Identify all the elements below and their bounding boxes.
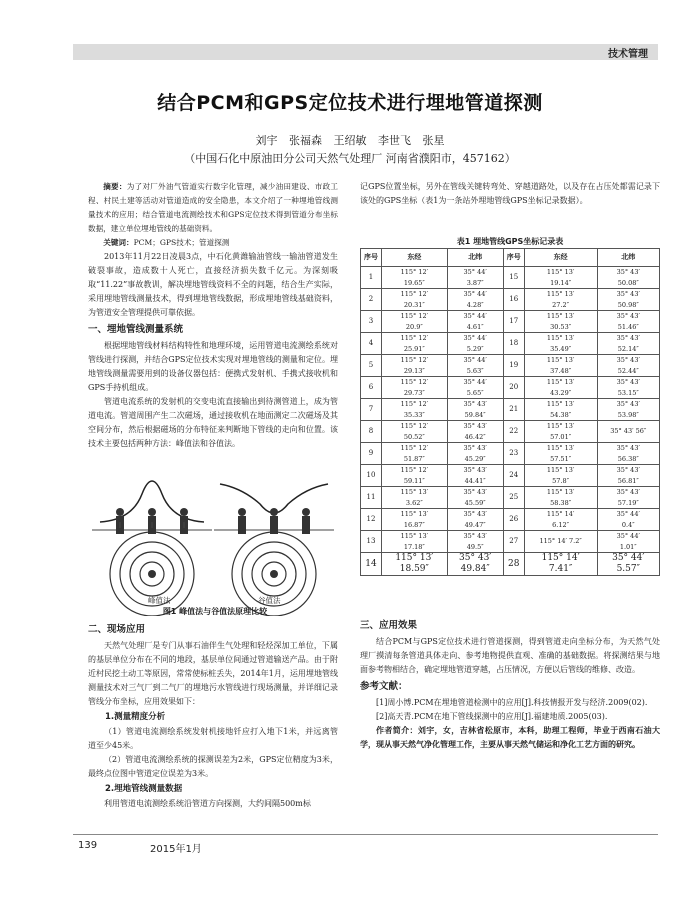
cell-value: 35° 44′ bbox=[463, 334, 487, 342]
table-cell bbox=[447, 421, 503, 443]
table-row bbox=[361, 465, 660, 487]
cell-value: 35° 43′ bbox=[616, 312, 640, 320]
cell-value: 56.81″ bbox=[617, 476, 639, 485]
cell-value: 57.01″ bbox=[550, 432, 572, 441]
cell-value: 25.91″ bbox=[403, 344, 425, 353]
table-cell bbox=[503, 443, 524, 465]
section-3-paragraph: 结合PCM与GPS定位技术进行管道探测，得到管道走向坐标分布，为天然气处理厂摸清每条管道具体走向、参考地物提供直观、准确的基础数据。将探测结果与地面参考物相结合，确定埋地管道穿越，占压情况，方便以后管线的维修、改造。 bbox=[360, 637, 660, 674]
table-cell bbox=[447, 443, 503, 465]
table-row bbox=[361, 355, 660, 377]
cell-value: 54.38″ bbox=[550, 410, 572, 419]
section-1-paragraph-1: 根据埋地管线材料结构特性和地理环境，运用管道电流测绘系统对管线进行探测，并结合GPS定位技术实现对埋地管线的测量和定位。埋地管线测量需要用到的设备仪器包括：便携式发射机、手携式接收机和GPS手持机组成。 bbox=[88, 341, 338, 392]
table-row bbox=[361, 531, 660, 553]
cell-value: 17.18″ bbox=[403, 542, 425, 551]
cell-value: 53.98″ bbox=[617, 410, 639, 419]
table-cell bbox=[524, 267, 597, 289]
table-row bbox=[361, 377, 660, 399]
table-row bbox=[361, 399, 660, 421]
table-cell bbox=[447, 531, 503, 553]
header-no-2: 序号 bbox=[503, 249, 524, 267]
right-intro-paragraph: 记GPS位置坐标，另外在管线关键转弯处、穿越道路处，以及存在占压处都需记录下该处的GPS坐标（表1为一条站外埋地管线GPS坐标记录数据）。 bbox=[360, 182, 660, 205]
cell-value: 16 bbox=[509, 295, 519, 304]
cell-value: 115° 13′ bbox=[400, 488, 429, 496]
cell-value: 35° 43′ bbox=[616, 290, 640, 298]
subsection-2-heading: 2.埋地管线测量数据 bbox=[105, 784, 183, 794]
table-cell bbox=[361, 267, 382, 289]
cell-value: 20.9″ bbox=[405, 322, 423, 331]
cell-value: 35° 43′ bbox=[463, 510, 487, 518]
table-cell bbox=[597, 487, 659, 509]
references-heading: 参考文献： bbox=[360, 681, 408, 692]
cell-value: 115° 12′ bbox=[400, 356, 429, 364]
cell-value: 16.87″ bbox=[403, 520, 425, 529]
table-cell bbox=[597, 289, 659, 311]
cell-value: 35° 43′ bbox=[616, 356, 640, 364]
abstract bbox=[88, 180, 338, 236]
cell-value: 10 bbox=[366, 471, 376, 480]
abstract-label: 摘要： bbox=[103, 182, 127, 191]
cell-value: 27 bbox=[509, 537, 519, 546]
table-cell bbox=[524, 509, 597, 531]
cell-value: 115° 13′ bbox=[400, 510, 429, 518]
right-column-bottom bbox=[360, 616, 660, 752]
cell-value: 115° 14′ bbox=[546, 510, 575, 518]
cell-value: 35° 43′ bbox=[463, 466, 487, 474]
cell-value: 50.08″ bbox=[617, 278, 639, 287]
table-cell bbox=[382, 289, 448, 311]
left-column-bottom bbox=[88, 620, 338, 811]
table-cell bbox=[597, 311, 659, 333]
cell-value: 35° 43′ 56″ bbox=[610, 427, 647, 436]
table-cell bbox=[503, 465, 524, 487]
right-column-top bbox=[360, 180, 660, 208]
table-cell bbox=[382, 421, 448, 443]
intro-paragraph: 2013年11月22日凌晨3点，中石化黄潍输油管线一输油管道发生破裂事故，造成数十人死亡，直接经济损失数千亿元。为深刻吸取“11.22”事故教训，解决埋地管线资料不全的问题，结合生产实际，采用埋地管线测量技术，得到埋地管线数据，形成埋地管线基础资料，为管道安全管理提供可靠依据。 bbox=[88, 252, 338, 317]
left-column-top bbox=[88, 180, 338, 451]
cell-value: 35° 43′ bbox=[616, 488, 640, 496]
table-row bbox=[361, 267, 660, 289]
table-cell bbox=[597, 421, 659, 443]
cell-value: 28 bbox=[507, 558, 520, 569]
cell-value: 5.65″ bbox=[466, 388, 484, 397]
table-cell bbox=[524, 289, 597, 311]
figure-label-valley: 谷值法 bbox=[258, 596, 281, 605]
cell-value: 35.49″ bbox=[550, 344, 572, 353]
table-cell bbox=[361, 531, 382, 553]
cell-value: 35° 43′ bbox=[463, 488, 487, 496]
table-cell bbox=[382, 465, 448, 487]
table-header-row bbox=[361, 249, 660, 267]
table-cell bbox=[597, 553, 659, 576]
table-cell bbox=[447, 509, 503, 531]
table-cell bbox=[447, 377, 503, 399]
page-number: 139 bbox=[78, 840, 98, 851]
cell-value: 19.14″ bbox=[550, 278, 572, 287]
keywords-label: 关键词： bbox=[103, 238, 134, 247]
cell-value: 27.2″ bbox=[552, 300, 570, 309]
cell-value: 115° 13′ bbox=[546, 488, 575, 496]
cell-value: 5.57″ bbox=[616, 564, 640, 574]
cell-value: 7 bbox=[368, 405, 374, 414]
cell-value: 49.84″ bbox=[460, 564, 490, 574]
table-cell bbox=[361, 487, 382, 509]
cell-value: 51.87″ bbox=[403, 454, 425, 463]
table-cell bbox=[382, 443, 448, 465]
cell-value: 35° 43′ bbox=[616, 466, 640, 474]
table-cell bbox=[524, 421, 597, 443]
cell-value: 115° 12′ bbox=[400, 290, 429, 298]
table-cell bbox=[361, 377, 382, 399]
table-cell bbox=[503, 399, 524, 421]
table-cell bbox=[597, 267, 659, 289]
table-cell bbox=[361, 399, 382, 421]
table-cell bbox=[524, 311, 597, 333]
table-row bbox=[361, 311, 660, 333]
cell-value: 35° 44′ bbox=[463, 312, 487, 320]
table-cell bbox=[447, 333, 503, 355]
table-cell bbox=[382, 487, 448, 509]
cell-value: 35° 44′ bbox=[463, 356, 487, 364]
table-cell bbox=[597, 509, 659, 531]
header-east-1: 东经 bbox=[382, 249, 448, 267]
table-cell bbox=[524, 553, 597, 576]
cell-value: 115° 12′ bbox=[400, 444, 429, 452]
author-bio-label: 作者简介： bbox=[376, 726, 418, 735]
cell-value: 115° 12′ bbox=[400, 312, 429, 320]
cell-value: 35° 44′ bbox=[612, 553, 645, 563]
figure-label-peak: 峰值法 bbox=[148, 596, 171, 605]
table-cell bbox=[447, 267, 503, 289]
table-cell bbox=[597, 333, 659, 355]
table-cell bbox=[524, 333, 597, 355]
cell-value: 5.63″ bbox=[466, 366, 484, 375]
header-north-1: 北纬 bbox=[447, 249, 503, 267]
cell-value: 24 bbox=[509, 471, 519, 480]
issue-date: 2015年1月 bbox=[150, 844, 202, 855]
section-2-heading: 二、现场应用 bbox=[88, 624, 146, 635]
table-cell bbox=[524, 487, 597, 509]
cell-value: 35° 44′ bbox=[463, 268, 487, 276]
cell-value: 8 bbox=[368, 427, 374, 436]
footer-divider bbox=[73, 834, 658, 835]
header-north-2: 北纬 bbox=[597, 249, 659, 267]
cell-value: 6 bbox=[368, 383, 374, 392]
cell-value: 35° 43′ bbox=[459, 553, 492, 563]
cell-value: 50.98″ bbox=[617, 300, 639, 309]
cell-value: 115° 13′ bbox=[546, 422, 575, 430]
table-cell bbox=[503, 509, 524, 531]
cell-value: 1 bbox=[368, 273, 374, 282]
cell-value: 19.65″ bbox=[403, 278, 425, 287]
subsection-1-paragraph-1: （1）管道电流测绘系统发射机接地钎应打入地下1米，并远离管道至少45米。 bbox=[88, 727, 338, 750]
cell-value: 30.53″ bbox=[550, 322, 572, 331]
table-cell bbox=[361, 509, 382, 531]
cell-value: 44.41″ bbox=[464, 476, 486, 485]
table-row bbox=[361, 553, 660, 576]
cell-value: 4 bbox=[368, 339, 374, 348]
table-cell bbox=[503, 377, 524, 399]
cell-value: 3 bbox=[368, 317, 374, 326]
table-cell bbox=[597, 377, 659, 399]
table-cell bbox=[597, 443, 659, 465]
table-cell bbox=[447, 355, 503, 377]
header-no-1: 序号 bbox=[361, 249, 382, 267]
cell-value: 1.01″ bbox=[619, 542, 637, 551]
section-2-paragraph: 天然气处理厂是专门从事石油伴生气处理和轻烃深加工单位，下属的基层单位分布在不同的地段，基层单位间通过管道输送产品。由于附近村民挖土动工等原因，常常使标桩丢失，2014年1月，运用埋地管线测量技术对三气厂到二气厂的埋地污水管线进行现场测量，并详细记录管线分布坐标，应用效果如下： bbox=[88, 641, 338, 706]
cell-value: 52.14″ bbox=[617, 344, 639, 353]
table-cell bbox=[597, 465, 659, 487]
cell-value: 37.48″ bbox=[550, 366, 572, 375]
abstract-text: 为了对厂外油气管道实行数字化管理，减少油田建设、市政工程、村民土建等活动对管道造成的安全隐患，本文介绍了一种埋地管线测量技术的应用；结合管道电流测绘技术和GPS定位技术得到管道分布坐标数据，建立单位埋地管线的基础资料。 bbox=[88, 182, 339, 233]
table-title: 表1 埋地管线GPS坐标记录表 bbox=[456, 237, 564, 246]
section-3-heading: 三、应用效果 bbox=[360, 620, 418, 631]
section-label: 技术管理 bbox=[608, 49, 648, 60]
table-cell bbox=[597, 399, 659, 421]
cell-value: 115° 12′ bbox=[400, 422, 429, 430]
table-cell bbox=[382, 267, 448, 289]
cell-value: 23 bbox=[509, 449, 519, 458]
cell-value: 115° 13′ bbox=[546, 400, 575, 408]
cell-value: 53.15″ bbox=[617, 388, 639, 397]
cell-value: 59.84″ bbox=[464, 410, 486, 419]
table-body bbox=[361, 267, 660, 576]
cell-value: 13 bbox=[366, 537, 376, 546]
cell-value: 59.11″ bbox=[403, 476, 425, 485]
table-cell bbox=[524, 443, 597, 465]
cell-value: 20.31″ bbox=[403, 300, 425, 309]
cell-value: 57.51″ bbox=[550, 454, 572, 463]
header-east-2: 东经 bbox=[524, 249, 597, 267]
cell-value: 35° 44′ bbox=[616, 510, 640, 518]
cell-value: 52.44″ bbox=[617, 366, 639, 375]
cell-value: 115° 13′ bbox=[546, 356, 575, 364]
cell-value: 20 bbox=[509, 383, 519, 392]
table-cell bbox=[447, 487, 503, 509]
cell-value: 35° 43′ bbox=[463, 400, 487, 408]
table-cell bbox=[447, 465, 503, 487]
cell-value: 3.62″ bbox=[405, 498, 423, 507]
table-row bbox=[361, 289, 660, 311]
cell-value: 35° 44′ bbox=[463, 378, 487, 386]
cell-value: 115° 12′ bbox=[400, 334, 429, 342]
table-cell bbox=[503, 311, 524, 333]
cell-value: 35° 43′ bbox=[616, 378, 640, 386]
table-cell bbox=[382, 333, 448, 355]
cell-value: 115° 13′ bbox=[400, 532, 429, 540]
cell-value: 45.29″ bbox=[464, 454, 486, 463]
cell-value: 49.5″ bbox=[466, 542, 484, 551]
section-1-heading: 一、埋地管线测量系统 bbox=[88, 324, 184, 335]
cell-value: 115° 13′ bbox=[546, 444, 575, 452]
figure-caption: 图1 峰值法与谷值法原理比较 bbox=[162, 607, 268, 616]
table-cell bbox=[382, 553, 448, 576]
cell-value: 56.38″ bbox=[617, 454, 639, 463]
cell-value: 49.47″ bbox=[464, 520, 486, 529]
author-bio bbox=[360, 724, 660, 752]
table-cell bbox=[361, 421, 382, 443]
table-cell bbox=[447, 311, 503, 333]
table-row bbox=[361, 443, 660, 465]
table-cell bbox=[503, 531, 524, 553]
table-cell bbox=[503, 267, 524, 289]
cell-value: 17 bbox=[509, 317, 519, 326]
cell-value: 21 bbox=[509, 405, 519, 414]
table-cell bbox=[524, 465, 597, 487]
figure-1-diagram bbox=[92, 464, 334, 616]
table-row bbox=[361, 487, 660, 509]
table-row bbox=[361, 333, 660, 355]
cell-value: 26 bbox=[509, 515, 519, 524]
cell-value: 50.52″ bbox=[403, 432, 425, 441]
table-cell bbox=[447, 553, 503, 576]
table-cell bbox=[361, 289, 382, 311]
cell-value: 35° 43′ bbox=[616, 400, 640, 408]
cell-value: 14 bbox=[365, 558, 377, 569]
cell-value: 35° 43′ bbox=[463, 422, 487, 430]
cell-value: 115° 13′ bbox=[546, 334, 575, 342]
table-cell bbox=[503, 553, 524, 576]
cell-value: 18 bbox=[509, 339, 519, 348]
table-cell bbox=[503, 487, 524, 509]
table-cell bbox=[447, 289, 503, 311]
cell-value: 115° 14′ bbox=[541, 553, 580, 563]
cell-value: 115° 14′ 7.2″ bbox=[539, 537, 582, 546]
cell-value: 29.13″ bbox=[403, 366, 425, 375]
subsection-1-heading: 1.测量精度分析 bbox=[105, 712, 166, 722]
article-title: 结合PCM和GPS定位技术进行埋地管道探测 bbox=[157, 92, 543, 114]
cell-value: 57.8″ bbox=[552, 476, 570, 485]
table-cell bbox=[524, 377, 597, 399]
cell-value: 15 bbox=[509, 273, 519, 282]
cell-value: 9 bbox=[368, 449, 374, 458]
table-cell bbox=[503, 289, 524, 311]
table-cell bbox=[361, 355, 382, 377]
cell-value: 19 bbox=[509, 361, 519, 370]
table-cell bbox=[382, 509, 448, 531]
cell-value: 35° 43′ bbox=[616, 444, 640, 452]
cell-value: 35° 43′ bbox=[463, 444, 487, 452]
affiliation: （中国石化中原油田分公司天然气处理厂 河南省濮阳市，457162） bbox=[184, 152, 516, 165]
cell-value: 46.42″ bbox=[464, 432, 486, 441]
subsection-1-paragraph-2: （2）管道电流测绘系统的探测误差为2米，GPS定位精度为3米，最终点位图中管道定位误差为3米。 bbox=[88, 755, 338, 778]
cell-value: 35° 43′ bbox=[616, 268, 640, 276]
table-cell bbox=[361, 465, 382, 487]
subsection-2-paragraph: 利用管道电流测绘系统沿管道方向探测，大约间隔500m标 bbox=[104, 799, 311, 808]
authors: 刘宇 张福森 王绍敏 李世飞 张星 bbox=[255, 134, 445, 147]
table-cell bbox=[597, 531, 659, 553]
cell-value: 35° 44′ bbox=[463, 290, 487, 298]
table-cell bbox=[361, 443, 382, 465]
cell-value: 115° 13′ bbox=[546, 268, 575, 276]
cell-value: 115° 13′ bbox=[395, 553, 434, 563]
table-cell bbox=[524, 531, 597, 553]
table-cell bbox=[447, 399, 503, 421]
table-cell bbox=[382, 311, 448, 333]
author-bio-text: 刘宇，女，吉林省松原市，本科，助理工程师，毕业于西南石油大学，现从事天然气净化管理工作，主要从事天然气储运和净化工艺方面的研究。 bbox=[360, 726, 661, 749]
section-1-paragraph-2: 管道电流系统的发射机的交变电流直接输出到待测管道上，成为管道电流。管道周围产生二次磁场，通过接收机在地面测定二次磁场及其空间分布，然后根据磁场的分布特征来判断地下管线的走向和位置。该技术主要包括两种方法：峰值法和谷值法。 bbox=[88, 397, 338, 448]
table-cell bbox=[503, 421, 524, 443]
cell-value: 11 bbox=[366, 493, 376, 502]
table-cell bbox=[503, 355, 524, 377]
cell-value: 35° 43′ bbox=[616, 334, 640, 342]
table-cell bbox=[361, 333, 382, 355]
cell-value: 115° 12′ bbox=[400, 378, 429, 386]
header-bar bbox=[73, 44, 658, 60]
cell-value: 25 bbox=[509, 493, 519, 502]
table-cell bbox=[524, 355, 597, 377]
table-cell bbox=[382, 531, 448, 553]
table-cell bbox=[382, 355, 448, 377]
reference-2: [2]高天青.PCM在地下管线探测中的应用[J].福建地质.2005(03). bbox=[376, 712, 608, 721]
cell-value: 3.87″ bbox=[466, 278, 484, 287]
cell-value: 18.59″ bbox=[399, 564, 429, 574]
table-cell bbox=[524, 399, 597, 421]
cell-value: 5.29″ bbox=[466, 344, 484, 353]
cell-value: 115° 12′ bbox=[400, 400, 429, 408]
cell-value: 2 bbox=[368, 295, 374, 304]
table-cell bbox=[382, 377, 448, 399]
cell-value: 57.19″ bbox=[617, 498, 639, 507]
cell-value: 12 bbox=[366, 515, 376, 524]
table-cell bbox=[597, 355, 659, 377]
cell-value: 115° 13′ bbox=[546, 466, 575, 474]
cell-value: 115° 13′ bbox=[546, 378, 575, 386]
cell-value: 43.29″ bbox=[550, 388, 572, 397]
cell-value: 7.41″ bbox=[548, 564, 573, 574]
cell-value: 115° 13′ bbox=[546, 290, 575, 298]
cell-value: 115° 13′ bbox=[546, 312, 575, 320]
cell-value: 115° 12′ bbox=[400, 466, 429, 474]
table-cell bbox=[503, 333, 524, 355]
cell-value: 4.61″ bbox=[466, 322, 484, 331]
cell-value: 58.38″ bbox=[550, 498, 572, 507]
cell-value: 35° 43′ bbox=[463, 532, 487, 540]
cell-value: 4.28″ bbox=[466, 300, 484, 309]
cell-value: 115° 12′ bbox=[400, 268, 429, 276]
reference-1: [1]周小博.PCM在埋地管道检测中的应用[J].科技情报开发与经济.2009(02). bbox=[376, 698, 648, 707]
cell-value: 6.12″ bbox=[552, 520, 570, 529]
table-row bbox=[361, 421, 660, 443]
keywords-text: PCM；GPS技术；管道探测 bbox=[133, 238, 230, 247]
cell-value: 22 bbox=[509, 427, 519, 436]
cell-value: 45.59″ bbox=[464, 498, 486, 507]
cell-value: 35.33″ bbox=[403, 410, 425, 419]
cell-value: 51.46″ bbox=[617, 322, 639, 331]
table-cell bbox=[361, 311, 382, 333]
cell-value: 5 bbox=[368, 361, 374, 370]
table-cell bbox=[361, 553, 382, 576]
cell-value: 29.73″ bbox=[403, 388, 425, 397]
table-row bbox=[361, 509, 660, 531]
cell-value: 0.4″ bbox=[621, 520, 635, 529]
gps-table bbox=[360, 248, 660, 576]
keywords bbox=[88, 236, 338, 250]
table-cell bbox=[382, 399, 448, 421]
cell-value: 35° 44′ bbox=[616, 532, 640, 540]
